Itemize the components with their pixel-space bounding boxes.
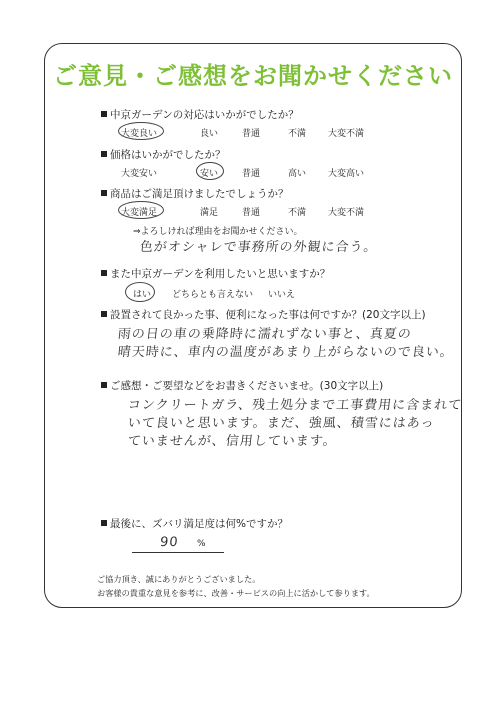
q1-option-2[interactable]: 良い bbox=[200, 129, 219, 139]
q2-option-1[interactable]: 大変安い bbox=[121, 169, 158, 179]
satisfaction-value[interactable]: 90 bbox=[159, 535, 180, 550]
q1-option-1[interactable]: 大変良い bbox=[121, 129, 158, 139]
square-bullet-icon bbox=[101, 520, 107, 526]
selected-circle-mark bbox=[118, 201, 164, 219]
handwritten-comment-line-3[interactable]: ていませんが、信用しています。 bbox=[127, 434, 338, 449]
q2-option-5[interactable]: 大変高い bbox=[328, 169, 365, 179]
footer-note: お客様の貴重な意見を参考に、改善・サービスの向上に活かして参ります。 bbox=[97, 588, 375, 598]
q2-option-4[interactable]: 高い bbox=[288, 169, 307, 179]
handwritten-answer-line-1[interactable]: 雨の日の車の乗降時に濡れずない事と、真夏の bbox=[117, 327, 413, 342]
handwritten-comment-line-2[interactable]: いて良いと思います。まだ、強風、積雪にはあっ bbox=[127, 416, 436, 431]
survey-title: ご意見・ご感想をお聞かせください bbox=[53, 62, 453, 90]
q3-option-4[interactable]: 不満 bbox=[288, 208, 307, 218]
question-3: 商品はご満足頂けましたでしょうか？ bbox=[101, 186, 289, 201]
square-bullet-icon bbox=[101, 382, 107, 388]
question-4: また中京ガーデンを利用したいと思いますか？ bbox=[101, 266, 330, 281]
question-5: 設置されて良かった事、便利になった事は何ですか？(20文字以上) bbox=[101, 307, 426, 322]
q3-option-1[interactable]: 大変満足 bbox=[121, 208, 158, 218]
q4-option-3[interactable]: いいえ bbox=[268, 290, 296, 300]
handwritten-answer-line-2[interactable]: 晴天時に、車内の温度があまり上がらないので良い。 bbox=[117, 345, 455, 360]
q3-option-5[interactable]: 大変不満 bbox=[328, 208, 365, 218]
square-bullet-icon bbox=[101, 151, 107, 157]
square-bullet-icon bbox=[101, 311, 107, 317]
reason-prompt: ⇒よろしければ理由をお聞かせください。 bbox=[133, 227, 303, 237]
q4-option-1[interactable]: はい bbox=[133, 290, 152, 300]
q1-option-3[interactable]: 普通 bbox=[242, 129, 261, 139]
percent-unit: % bbox=[197, 539, 206, 549]
selected-circle-mark bbox=[125, 282, 155, 302]
q2-option-2[interactable]: 安い bbox=[200, 169, 219, 179]
question-7: 最後に、ズバリ満足度は何%ですか？ bbox=[101, 516, 288, 531]
square-bullet-icon bbox=[101, 270, 107, 276]
answer-underline bbox=[132, 552, 224, 553]
selected-circle-mark bbox=[196, 162, 224, 180]
question-2: 価格はいかがでしたか？ bbox=[101, 147, 226, 162]
square-bullet-icon bbox=[101, 111, 107, 117]
q4-option-2[interactable]: どちらとも言えない bbox=[172, 290, 254, 300]
handwritten-reason[interactable]: 色がオシャレで事務所の外観に合う。 bbox=[139, 240, 379, 255]
q3-option-3[interactable]: 普通 bbox=[242, 208, 261, 218]
selected-circle-mark bbox=[118, 122, 164, 140]
question-1: 中京ガーデンの対応はいかがでしたか？ bbox=[101, 107, 299, 122]
square-bullet-icon bbox=[101, 190, 107, 196]
handwritten-comment-line-1[interactable]: コンクリートガラ、残土処分まで工事費用に含まれて bbox=[127, 398, 463, 413]
q3-option-2[interactable]: 満足 bbox=[200, 208, 219, 218]
q1-option-4[interactable]: 不満 bbox=[288, 129, 307, 139]
q1-option-5[interactable]: 大変不満 bbox=[328, 129, 365, 139]
question-6: ご感想・ご要望などをお書きくださいませ。(30文字以上) bbox=[101, 378, 383, 393]
q2-option-3[interactable]: 普通 bbox=[242, 169, 261, 179]
footer-thanks: ご協力頂き、誠にありがとうございました。 bbox=[97, 574, 261, 584]
